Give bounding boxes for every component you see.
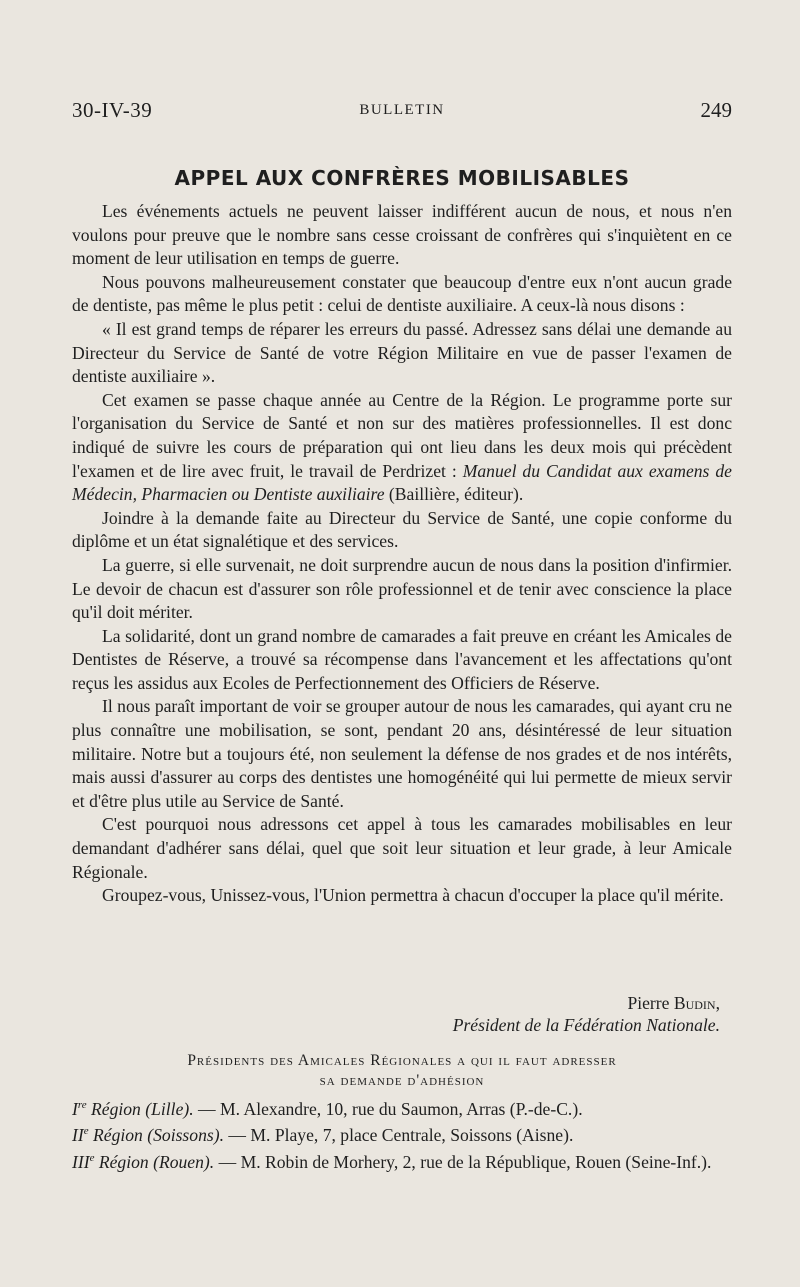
paragraph-text: (Baillière, éditeur).: [384, 484, 524, 505]
paragraph: [72, 389, 732, 507]
paragraph: La guerre, si elle survenait, ne doit surprendre aucun de nous dans la position d'infirmier. Le devoir de chacun est d'assurer son rôle professionnel et de tenir avec conscience la place qu'il doit mériter.: [72, 554, 732, 623]
list-item: [72, 1147, 732, 1173]
document-page: [72, 0, 732, 1287]
signatory-last-name: Budin,: [673, 993, 720, 1013]
region-number: Ire: [72, 1098, 87, 1119]
heading-line: Présidents des Amicales Régionales a qui il faut adresser: [187, 1052, 617, 1069]
section-name: BULLETIN: [359, 102, 445, 118]
signatory-first-name: Pierre: [627, 993, 670, 1013]
region-name: Région (Soissons).: [88, 1125, 224, 1146]
paragraph: La solidarité, dont un grand nombre de camarades a fait preuve en créant les Amicales de Dentistes de Réserve, a trouvé sa récompense dans l'avancement et les affectations qu'ont reçus les assidus aux Ecoles de Perfectionnement des Officiers de Réserve.: [72, 625, 732, 693]
page-number: 249: [700, 98, 732, 122]
paragraph: « Il est grand temps de réparer les erreurs du passé. Adressez sans délai une demande au Directeur du Service de Santé de votre Région Militaire en vue de passer l'examen de dentiste auxiliaire ».: [72, 318, 732, 387]
regions-list: [72, 1094, 732, 1173]
region-contact: — M. Playe, 7, place Centrale, Soissons (Aisne).: [223, 1125, 574, 1146]
list-item: [72, 1120, 732, 1146]
list-item: [72, 1094, 732, 1120]
region-name: Région (Rouen).: [94, 1151, 215, 1172]
signatory-name: [453, 992, 720, 1014]
paragraph: Nous pouvons malheureusement constater que beaucoup d'entre eux n'ont aucun grade de dentiste, pas même le plus petit : celui de dentiste auxiliaire. A ceux-là nous disons :: [72, 271, 732, 316]
issue-date: 30-IV-39: [72, 98, 153, 122]
signatory-title: Président de la Fédération Nationale.: [452, 1015, 720, 1035]
presidents-heading: [72, 1051, 732, 1091]
paragraph: Joindre à la demande faite au Directeur du Service de Santé, une copie conforme du diplôme et un état signalétique et des services.: [72, 507, 732, 552]
article-title: APPEL AUX CONFRÈRES MOBILISABLES: [174, 166, 630, 190]
region-contact: — M. Alexandre, 10, rue du Saumon, Arras (P.-de-C.).: [193, 1098, 583, 1119]
region-number: IIe: [72, 1125, 89, 1146]
region-name: Région (Lille).: [86, 1098, 194, 1119]
paragraph: Groupez-vous, Unissez-vous, l'Union permettra à chacun d'occuper la place qu'il mérite.: [102, 885, 724, 906]
region-contact: — M. Robin de Morhery, 2, rue de la République, Rouen (Seine-Inf.).: [214, 1151, 712, 1172]
paragraph-text: Cet examen se passe chaque année au Centre de la Région. Le programme porte sur l'organisation du Service de Santé et non sur des matières professionnelles. Il est donc indiqué de suivre les cours de préparation qui ont lieu dans les deux mois qui précèdent l'examen et de lire avec fruit, le travail de Perdrizet :: [72, 389, 732, 481]
region-number: IIIe: [72, 1151, 95, 1172]
article-body: [72, 200, 732, 908]
running-header: [72, 98, 732, 126]
paragraph: C'est pourquoi nous adressons cet appel à tous les camarades mobilisables en leur demandant d'adhérer sans délai, quel que soit leur situation et leur grade, à leur Amicale Régionale.: [72, 814, 732, 882]
paragraph: Il nous paraît important de voir se grouper autour de nous les camarades, qui ayant cru ne plus connaître une mobilisation, se sont, pendant 20 ans, désintéressé de leur situation militaire. Notre but a toujours été, non seulement la défense de nos grades et de nos intérêts, mais aussi d'assurer au corps des dentistes une homogénéité qui lui permette de mieux servir et d'être plus utile au Service de Santé.: [72, 696, 732, 811]
heading-line: sa demande d'adhésion: [319, 1072, 485, 1089]
paragraph: Les événements actuels ne peuvent laisser indifférent aucun de nous, et nous n'en voulons pour preuve que le nombre sans cesse croissant de confrères qui s'inquiètent en ce moment de leur utilisation en temps de guerre.: [72, 201, 732, 269]
signature-block: [453, 992, 720, 1036]
book-title: Manuel du Candidat aux examens de Médecin, Pharmacien ou Dentiste auxiliaire: [72, 460, 732, 505]
